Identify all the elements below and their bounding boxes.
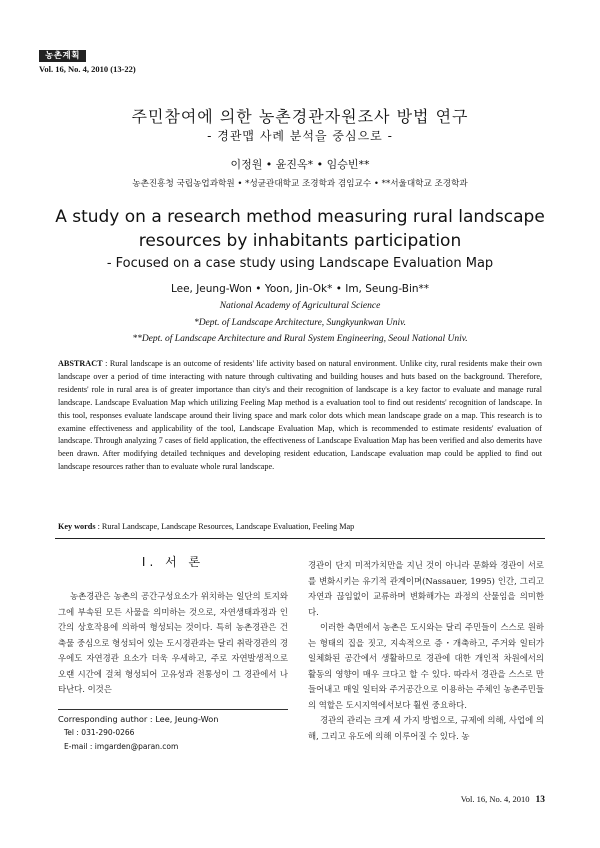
page-footer [400,794,545,805]
korean-affiliations: 농촌진흥청 국립농업과학원 • *성균관대학교 조경학과 겸임교수 • **서울대학교 조경학과 [132,179,468,189]
english-title-line1: A study on a research method measuring rural landscape [55,207,545,227]
journal-badge: 농촌계획 [39,50,86,62]
english-subtitle: - Focused on a case study using Landscape Evaluation Map [106,256,494,271]
section-heading: I. 서 론 [141,555,205,569]
body-paragraph: 이러한 측면에서 농촌은 도시와는 달리 주민들이 스스로 원하는 형태의 집을 짓고, 지속적으로 증・개축하고, 주거와 일터가 일체화된 공간에서 생활하므로 경관에 대한 개인적 차원에서의 활동의 영향이 매우 크다고 할 수 있다. 따라서 경관을 스스로 만들어내고 매일 일터와 주거공간으로 이용하는 주체인 농촌주민들의 역할은 도시지역에서보다 훨씬 중요하다. [308,622,544,710]
footnote-email: E-mail : imgarden@paran.com [64,742,179,751]
body-paragraph: 농촌경관은 농촌의 공간구성요소가 위치하는 일단의 토지와 그에 부속된 모든 사물을 의미하는 것으로, 자연생태과정과 인간의 상호작용에 의하여 형성되는 것이다. 특히 농촌경관은 건축물 중심으로 형성되어 있는 도시경관과는 달리 취락경관의 경우에도 자연경관 요소가 더욱 우세하고, 주로 자연발생적으로 오랜 시간에 걸쳐 형성되어 고유성과 전통성이 그 경관에서 나타난다. 이것은 [58,591,288,694]
section-divider [55,538,545,539]
left-column [58,589,288,698]
korean-authors: 이정원 • 윤진옥* • 임승빈** [230,158,370,171]
english-affiliation-2: *Dept. of Landscape Architecture, Sungkyunkwan Univ. [193,318,407,328]
footnote-divider [58,709,288,710]
english-affiliation-3: **Dept. of Landscape Architecture and Rural System Engineering, Seoul National Univ. [132,334,468,344]
keywords-text: : Rural Landscape, Landscape Resources, Landscape Evaluation, Feeling Map [97,522,355,531]
abstract-text: : Rural landscape is an outcome of residents' life activity based on natural environment. Unlike city, rural residents make their own landscape over a period of time interacting with nature through cultivating and building houses and huts based on the background. Therefore, residents' role in rural area is of greater importance than city's and their recognition of landscape is a key factor to evaluate and manage rural landscape. Landscape Evaluation Map which utilizing Feeling Map method is a evaluation tool to find out residents' recognition of landscape. In this tool, responses evaluate landscape around their living space and mark color dots which mean landscape grade on a map. This research is to examine effectiveness and applicability of the tool, Landscape Evaluation Map, which is recommended to estimate residents' evaluation of landscape. Through analyzing 7 cases of field application, the effectiveness of Landscape Evaluation Map has been verified and also demerits have been drawn. After modifying detailed techniques and developing resident education, Landscape evaluation map could be applied to find out landscape resources rather than to evaluate whole rural landscape. [58,359,543,472]
korean-title: 주민참여에 의한 농촌경관자원조사 방법 연구 [131,107,469,126]
journal-volume: Vol. 16, No. 4, 2010 (13-22) [39,64,136,74]
page-number: 13 [535,795,545,805]
body-paragraph: 경관이 단지 미적가치만을 지닌 것이 아니라 문화와 경관이 서로를 변화시키는 유기적 관계이며(Nassauer, 1995) 인간, 그리고 자연과 끊임없이 교류하며 변화해가는 과정의 산물임을 의미한다. [308,560,544,617]
keywords-label: Key words [58,522,96,531]
footer-volume: Vol. 16, No. 4, 2010 [460,794,530,804]
abstract [58,358,542,474]
english-affiliation-1: National Academy of Agricultural Science [219,301,381,311]
english-authors: Lee, Jeung-Won • Yoon, Jin-Ok* • Im, Seung-Bin** [170,283,430,295]
footnote-tel: Tel : 031-290-0266 [64,728,135,737]
keywords [58,522,542,531]
korean-subtitle: - 경관맵 사례 분석을 중심으로 - [207,129,393,143]
abstract-label: ABSTRACT [58,359,103,368]
footnote-corresponding-author: Corresponding author : Lee, Jeung-Won [58,714,219,724]
right-column [308,558,544,744]
body-paragraph: 경관의 관리는 크게 세 가지 방법으로, 규제에 의해, 사업에 의해, 그리고 유도에 의해 이루어질 수 있다. 농 [308,715,544,741]
english-title-line2: resources by inhabitants participation [138,231,462,251]
